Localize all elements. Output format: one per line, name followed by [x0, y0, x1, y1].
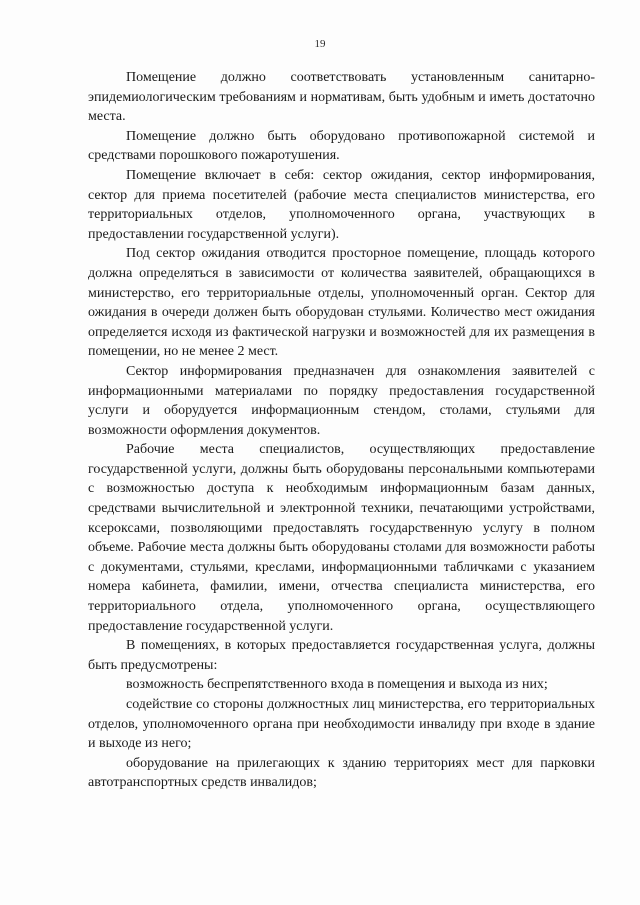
- list-item: содействие со стороны должностных лиц министерства, его территориальных отделов, уполномоченного органа при необходимости инвалиду при входе в здание и выходе из него;: [88, 697, 595, 752]
- paragraph: Помещение включает в себя: сектор ожидания, сектор информирования, сектор для приема посетителей (рабочие места специалистов министерства, его территориальных отделов, уполномоченного органа, участвующих в предоставлении государственной услуги).: [88, 167, 595, 242]
- paragraph: Помещение должно быть оборудовано противопожарной системой и средствами порошкового пожаротушения.: [88, 128, 595, 164]
- list-item: возможность беспрепятственного входа в помещения и выхода из них;: [126, 677, 548, 693]
- paragraph: Сектор информирования предназначен для ознакомления заявителей с информационными материалами по порядку предоставления государственной услуги и оборудуется информационным стендом, столами, стульями для возможности оформления документов.: [88, 363, 595, 438]
- paragraph: Под сектор ожидания отводится просторное помещение, площадь которого должна определяться в зависимости от количества заявителей, обращающихся в министерство, его территориальные отделы, уполномоченный орган. Сектор для ожидания в очереди должен быть оборудован стульями. Количество мест ожидания определяется исходя из фактической нагрузки и возможностей для их размещения в помещении, но не менее 2 мест.: [88, 246, 595, 360]
- paragraph: В помещениях, в которых предоставляется государственная услуга, должны быть предусмотрены:: [88, 638, 595, 673]
- paragraph: Рабочие места специалистов, осуществляющих предоставление государственной услуги, должны быть оборудованы персональными компьютерами с возможностью доступа к необходимым информационным базам данных, средствами вычислительной и электронной техники, печатающими устройствами, ксероксами, позволяющими предоставлять государственную услугу в полном объеме. Рабочие места должны быть оборудованы столами для возможности работы с документами, стульями, креслами, информационными табличками с указанием номера кабинета, фамилии, имени, отчества специалиста министерства, его территориального отдела, уполномоченного органа, осуществляющего предоставление государственной услуги.: [88, 442, 595, 634]
- paragraph: Помещение должно соответствовать установленным санитарно-эпидемиологическим требованиям и нормативам, быть удобным и иметь достаточно места.: [88, 70, 595, 125]
- page-number: 19: [314, 38, 326, 50]
- list-item: оборудование на прилегающих к зданию территориях мест для парковки автотранспортных средств инвалидов;: [88, 755, 595, 791]
- document-body: [88, 68, 595, 793]
